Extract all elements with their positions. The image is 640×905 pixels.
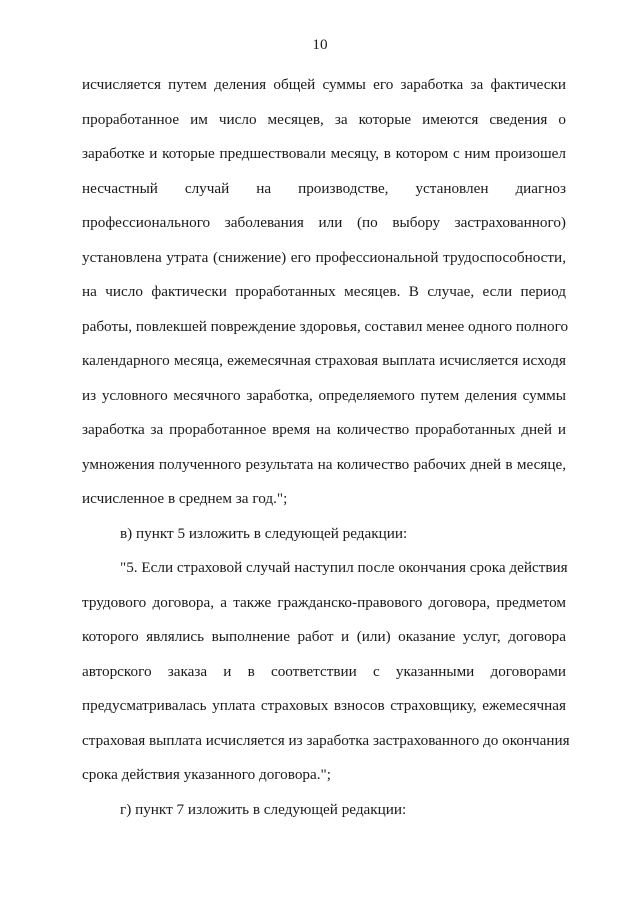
text-line: г) пункт 7 изложить в следующей редакции: <box>120 801 407 818</box>
text-line: календарного месяца, ежемесячная страховая выплата исчисляется исходя <box>82 352 566 369</box>
text-line: срока действия указанного договора."; <box>82 766 331 783</box>
text-line: страховая выплата исчисляется из заработка застрахованного до окончания <box>82 732 570 749</box>
text-line: трудового договора, а также гражданско-правового договора, предметом <box>82 594 566 611</box>
text-line: которого являлись выполнение работ и (или) оказание услуг, договора <box>82 628 566 645</box>
text-line: авторского заказа и в соответствии с указанными договорами <box>82 663 566 680</box>
text-line: на число фактически проработанных месяцев. В случае, если период <box>82 283 566 300</box>
text-line: несчастный случай на производстве, установлен диагноз <box>82 180 566 197</box>
text-line: в) пункт 5 изложить в следующей редакции: <box>120 525 408 542</box>
text-line: исчисленное в среднем за год."; <box>82 490 288 507</box>
text-line: заработка за проработанное время на количество проработанных дней и <box>82 421 566 438</box>
text-line: установлена утрата (снижение) его профессиональной трудоспособности, <box>82 249 566 266</box>
text-line: предусматривалась уплата страховых взносов страховщику, ежемесячная <box>82 697 566 714</box>
text-line: заработке и которые предшествовали месяцу, в котором с ним произошел <box>82 145 566 162</box>
text-line: умножения полученного результата на количество рабочих дней в месяце, <box>82 456 566 473</box>
text-line: исчисляется путем деления общей суммы его заработка за фактически <box>82 76 566 93</box>
text-line: из условного месячного заработка, определяемого путем деления суммы <box>82 387 566 404</box>
text-line: "5. Если страховой случай наступил после окончания срока действия <box>120 559 568 576</box>
text-line: работы, повлекшей повреждение здоровья, составил менее одного полного <box>82 318 569 335</box>
text-line: проработанное им число месяцев, за которые имеются сведения о <box>82 111 566 128</box>
page-number: 10 <box>312 36 328 53</box>
text-line: профессионального заболевания или (по выбору застрахованного) <box>82 214 566 231</box>
